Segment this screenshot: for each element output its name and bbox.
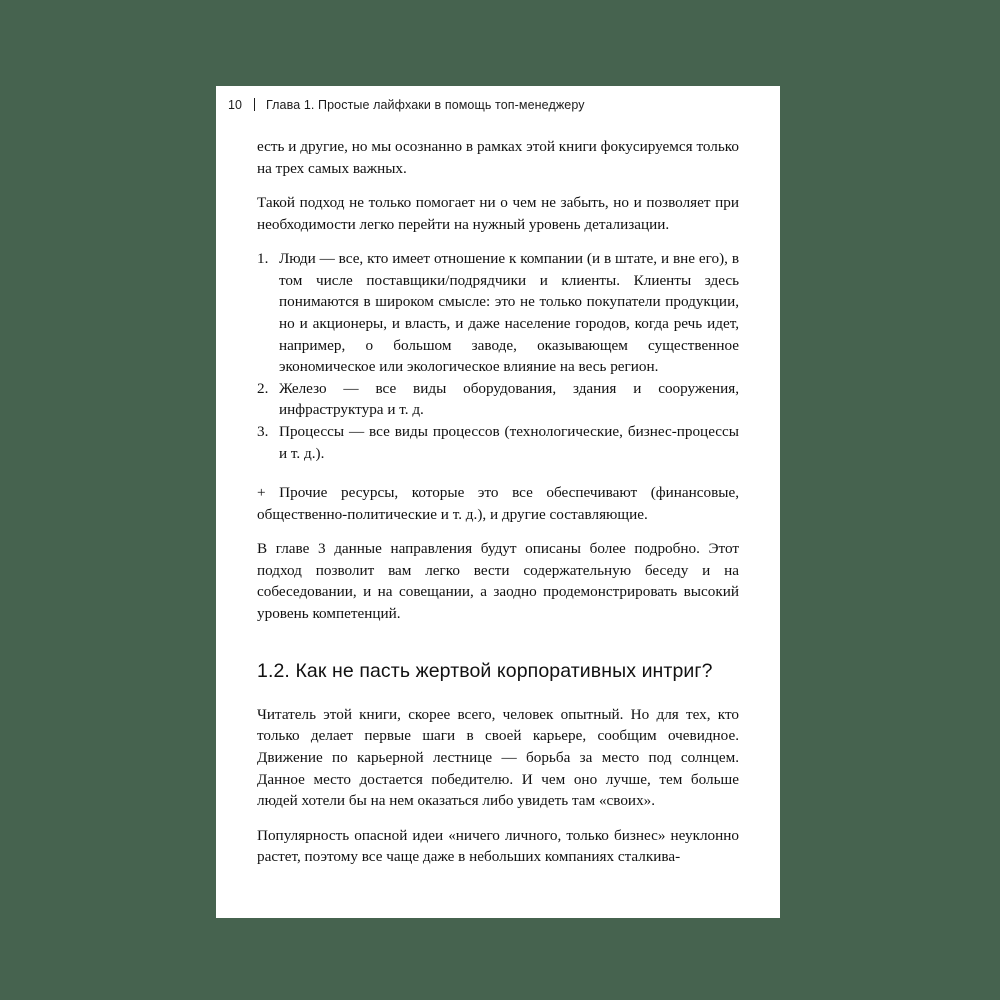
book-page bbox=[216, 86, 780, 918]
list-item: Люди — все, кто имеет отношение к компании (и в штате, и вне его), в том числе поставщики/подрядчики и клиенты. Клиенты здесь понимаются в широком смысле: это не только покупатели продукции, но и акционеры, и власть, и даже население городов, когда речь идет, например, о большом заводе, оказывающем существенное экономическое или экологическое влияние на весь регион. bbox=[279, 250, 739, 376]
paragraph-5: Читатель этой книги, скорее всего, человек опытный. Но для тех, кто только делает первые шаги в своей карьере, сообщим очевидное. Движение по карьерной лестнице — борьба за место под солнцем. Данное место достается победителю. И чем оно лучше, тем больше людей хотели бы на нем оказаться либо увидеть там «своих». bbox=[257, 705, 739, 810]
numbered-list bbox=[257, 248, 739, 464]
paragraph-6: Популярность опасной идеи «ничего личного, только бизнес» неуклонно растет, поэтому все чаще даже в небольших компаниях сталкива- bbox=[257, 826, 739, 866]
paragraph-2: Такой подход не только помогает ни о чем не забыть, но и позволяет при необходимости легко перейти на нужный уровень детализации. bbox=[257, 194, 739, 233]
page-content bbox=[216, 114, 780, 868]
running-head bbox=[216, 86, 780, 114]
paragraph-1: есть и другие, но мы осознанно в рамках этой книги фокусируемся только на трех самых важных. bbox=[257, 138, 739, 177]
header-divider bbox=[254, 98, 255, 111]
chapter-title: Глава 1. Простые лайфхаки в помощь топ-менеджеру bbox=[266, 97, 585, 112]
paragraph-3: + Прочие ресурсы, которые это все обеспечивают (финансовые, общественно-политические и т. д.), и другие составляющие. bbox=[257, 484, 739, 523]
list-item: Процессы — все виды процессов (технологические, бизнес-процессы и т. д.). bbox=[279, 422, 739, 462]
page-number: 10 bbox=[228, 97, 242, 112]
list-item: Железо — все виды оборудования, здания и сооружения, инфраструктура и т. д. bbox=[279, 379, 739, 419]
section-heading: 1.2. Как не пасть жертвой корпоративных интриг? bbox=[257, 659, 713, 682]
paragraph-4: В главе 3 данные направления будут описаны более подробно. Этот подход позволит вам легко вести содержательную беседу и на собеседовании, и на совещании, а заодно продемонстрировать высокий уровень компетенций. bbox=[257, 540, 739, 622]
